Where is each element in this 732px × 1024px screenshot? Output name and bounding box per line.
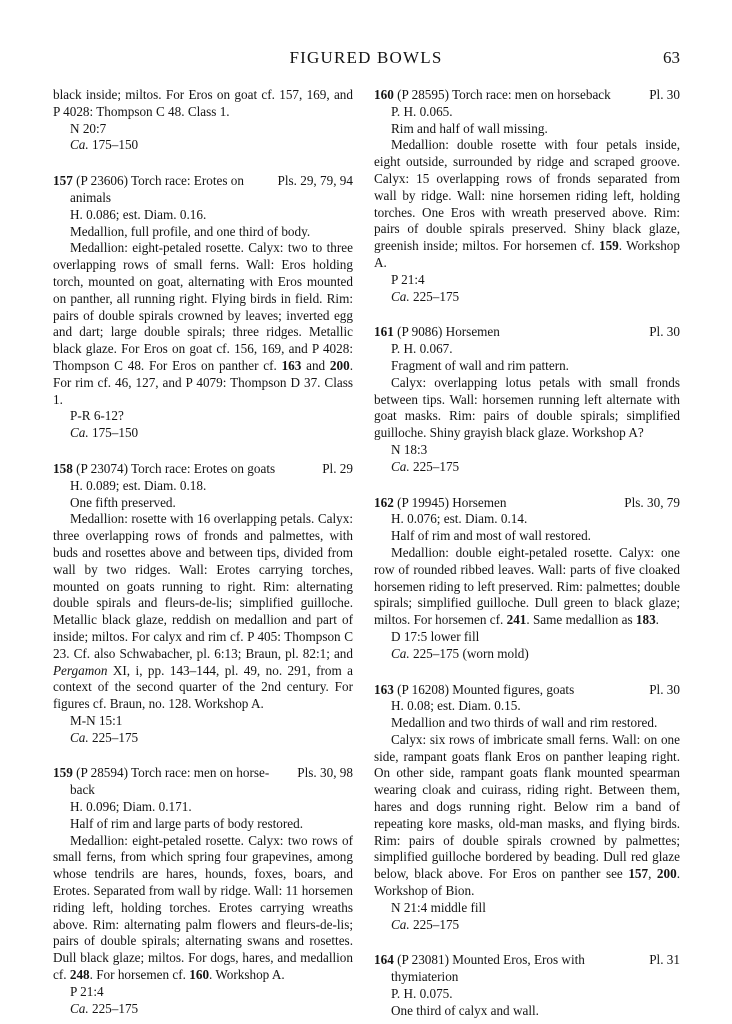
entry-detail: Ca. 175–150 (70, 425, 139, 441)
running-title: FIGURED BOWLS (289, 48, 443, 67)
page-number: 63 (663, 48, 680, 67)
entry-title (374, 682, 580, 699)
entry-heading (53, 765, 353, 782)
entry-detail: Ca. 175–150 (70, 137, 139, 153)
entry-heading (53, 461, 353, 478)
entry-description: Medallion: double eight-petaled rosette. Calyx: one row of rounded ribbed leaves. Wall: parts of five cloaked horsemen riding to left preserved. Rim: palmettes; double spirals; simplified guilloche. Dull green to black glaze; miltos. For horsemen cf. 241. Same medallion as 183. (374, 544, 680, 628)
entry-heading (374, 324, 680, 341)
entry-heading (374, 682, 680, 699)
entry-detail: H. 0.089; est. Diam. 0.18. (70, 477, 207, 493)
catalog-entry (374, 682, 680, 934)
right-column (374, 87, 680, 1020)
entry-detail: One fifth preserved. (70, 494, 176, 510)
catalog-entry (374, 324, 680, 475)
entry-detail: Ca. 225–175 (391, 288, 460, 304)
entry-title (374, 952, 591, 969)
entry-description: Calyx: six rows of imbricate small ferns. Wall: on one side, rampant goats flank Eros on panther leaping right. On other side, rampant goats flank mounted spearman wearing cloak and cuirass, riding right. Between them, hares and dogs running right. Below rim a band of repeating kore masks, old-man masks, and flying birds. Rim: pairs of double spirals crowned by palmettes; simplified guilloche bordered by beading. Dull red glaze below, black above. For Eros on panther see 157, 200. Workshop of Bion. (374, 731, 680, 899)
catalog-number: 157 (53, 173, 73, 189)
plate-reference: Pls. 29, 79, 94 (277, 173, 353, 189)
plate-reference: Pl. 30 (649, 324, 680, 340)
entry-title (53, 765, 275, 782)
entry-detail: N 18:3 (391, 441, 428, 457)
catalog-entry (53, 87, 353, 154)
catalog-number: 161 (374, 324, 394, 340)
entry-detail: Half of rim and most of wall restored. (391, 528, 591, 544)
entry-detail: Medallion and two thirds of wall and rim restored. (391, 715, 658, 731)
catalog-entry (53, 173, 353, 442)
inventory-and-subject: (P 23606) Torch race: Erotes on (76, 173, 244, 189)
catalog-number: 158 (53, 460, 73, 476)
entry-detail: M-N 15:1 (70, 712, 123, 728)
inventory-and-subject: (P 28595) Torch race: men on horseback (397, 87, 611, 102)
plate-reference: Pls. 30, 98 (297, 765, 353, 781)
entry-title-continued: back (70, 782, 95, 798)
entry-detail: H. 0.096; Diam. 0.171. (70, 799, 192, 815)
entry-detail: H. 0.08; est. Diam. 0.15. (391, 698, 521, 714)
plate-reference: Pl. 30 (649, 681, 680, 697)
inventory-and-subject: (P 9086) Horsemen (397, 324, 500, 340)
entry-detail: N 21:4 middle fill (391, 899, 486, 915)
entry-detail: One third of calyx and wall. (391, 1002, 539, 1018)
plate-reference: Pls. 30, 79 (624, 494, 680, 510)
inventory-and-subject: (P 23074) Torch race: Erotes on goats (76, 460, 276, 476)
plate-reference: Pl. 29 (322, 460, 353, 476)
entry-description: Medallion: eight-petaled rosette. Calyx: two to three overlapping rows of small ferns. Wall: Eros holding torch, mounted on goat, alternating with Eros mounted on panther, all running right. Flying birds in field. Rim: pairs of double spirals crowned by leaves; inverted egg and dart; large double spirals; three ridges. Metallic black glaze. For Eros on goat cf. 156, 169, and P 4028: Thompson C 48. For Eros on panther cf. 163 and 200. For rim cf. 46, 127, and P 4079: Thompson D 37. Class 1. (53, 240, 353, 407)
inventory-and-subject: (P 16208) Mounted figures, goats (397, 681, 575, 697)
catalog-entry (53, 461, 353, 747)
entry-detail: Ca. 225–175 (70, 729, 139, 745)
entry-detail: P. H. 0.067. (391, 341, 453, 357)
catalog-entry (374, 952, 680, 1019)
entry-detail: Fragment of wall and rim pattern. (391, 357, 569, 373)
catalog-entry (53, 765, 353, 1017)
inventory-and-subject: (P 23081) Mounted Eros, Eros with (397, 952, 585, 968)
entry-title (53, 173, 250, 190)
entry-detail: Ca. 225–175 (391, 458, 460, 474)
entry-detail: N 20:7 (70, 120, 107, 136)
entry-title-continued: thymiaterion (391, 969, 459, 985)
entry-heading (374, 952, 680, 969)
entry-detail: H. 0.086; est. Diam. 0.16. (70, 206, 207, 222)
inventory-and-subject: (P 19945) Horsemen (397, 494, 507, 510)
entry-detail: Rim and half of wall missing. (391, 120, 548, 136)
catalog-number: 163 (374, 681, 394, 697)
entry-detail: P-R 6-12? (70, 408, 124, 424)
entry-title (374, 324, 506, 341)
entry-detail: P. H. 0.065. (391, 103, 453, 119)
entry-description: Medallion: double rosette with four petals inside, eight outside, surrounded by ridge and scraped groove. Calyx: 15 overlapping rows of fronds separated from wall by ridge. Wall: nine horsemen riding left, holding torches. One Eros with wreath preserved above. Rim: pairs of double spirals preserved. Shiny black glaze, greenish inside; miltos. For horsemen cf. 159. Workshop A. (374, 137, 680, 270)
catalog-entry (374, 87, 680, 305)
entry-title-continued: animals (70, 189, 112, 205)
catalog-number: 159 (53, 765, 73, 781)
entry-title (374, 87, 617, 104)
entry-detail: Half of rim and large parts of body restored. (70, 815, 304, 831)
entry-detail: Medallion, full profile, and one third of body. (70, 223, 311, 239)
catalog-number: 160 (374, 87, 394, 102)
entry-detail: P. H. 0.075. (391, 986, 453, 1002)
entry-detail: P 21:4 (391, 271, 425, 287)
entry-description: black inside; miltos. For Eros on goat cf. 157, 169, and P 4028: Thompson C 48. Class 1. (53, 87, 353, 119)
plate-reference: Pl. 30 (649, 87, 680, 102)
entry-description: Calyx: overlapping lotus petals with small fronds between tips. Wall: horsemen running left alternate with goat masks. Rim: pairs of double spirals; simplified guilloche. Shiny grayish black glaze. Workshop A? (374, 374, 680, 441)
entry-title (53, 461, 281, 478)
left-column (53, 87, 353, 1017)
catalog-number: 162 (374, 494, 394, 510)
catalog-entry (374, 495, 680, 663)
catalog-number: 164 (374, 952, 394, 968)
entry-description: Medallion: eight-petaled rosette. Calyx: two rows of small ferns, from which spring four grapevines, among whose tendrils are hares, hounds, foxes, boars, and Erotes. Separated from wall by ridge. Wall: 11 horsemen riding left, holding torches. Erotes carrying wreaths above. Rim: alternating palm flowers and fleurs-de-lis; pairs of double spirals; alternating swans and rosettes. Dull black glaze; miltos. For dogs, hares, and medallion cf. 248. For horsemen cf. 160. Workshop A. (53, 832, 353, 983)
plate-reference: Pl. 31 (649, 952, 680, 968)
entry-title (374, 495, 512, 512)
entry-heading (53, 173, 353, 190)
entry-detail: P 21:4 (70, 983, 104, 999)
entry-detail: D 17:5 lower fill (391, 628, 480, 644)
entry-detail: Ca. 225–175 (391, 916, 460, 932)
inventory-and-subject: (P 28594) Torch race: men on horse- (76, 765, 270, 781)
entry-detail: Ca. 225–175 (70, 1000, 139, 1016)
entry-heading (374, 495, 680, 512)
entry-detail: Ca. 225–175 (worn mold) (391, 645, 529, 661)
entry-description: Medallion: rosette with 16 overlapping petals. Calyx: three overlapping rows of fronds and palmettes, with buds and rosettes above and between tips, divided from wall by two ridges. Wall: Erotes carrying torches, mounted on goats running to right. Rim: alternating double spirals and fleurs-de-lis; simplified guilloche. Metallic black glaze, reddish on medallion and part of inside; miltos. For calyx and rim cf. P 405: Thompson C 23. Cf. also Schwabacher, pl. 6:13; Braun, pl. 82:1; and Pergamon XI, i, pp. 143–144, pl. 49, no. 291, from a context of the second quarter of the 2nd century. For figures cf. Braun, no. 128. Workshop A. (53, 511, 353, 712)
entry-detail: H. 0.076; est. Diam. 0.14. (391, 511, 528, 527)
entry-heading (374, 87, 680, 104)
